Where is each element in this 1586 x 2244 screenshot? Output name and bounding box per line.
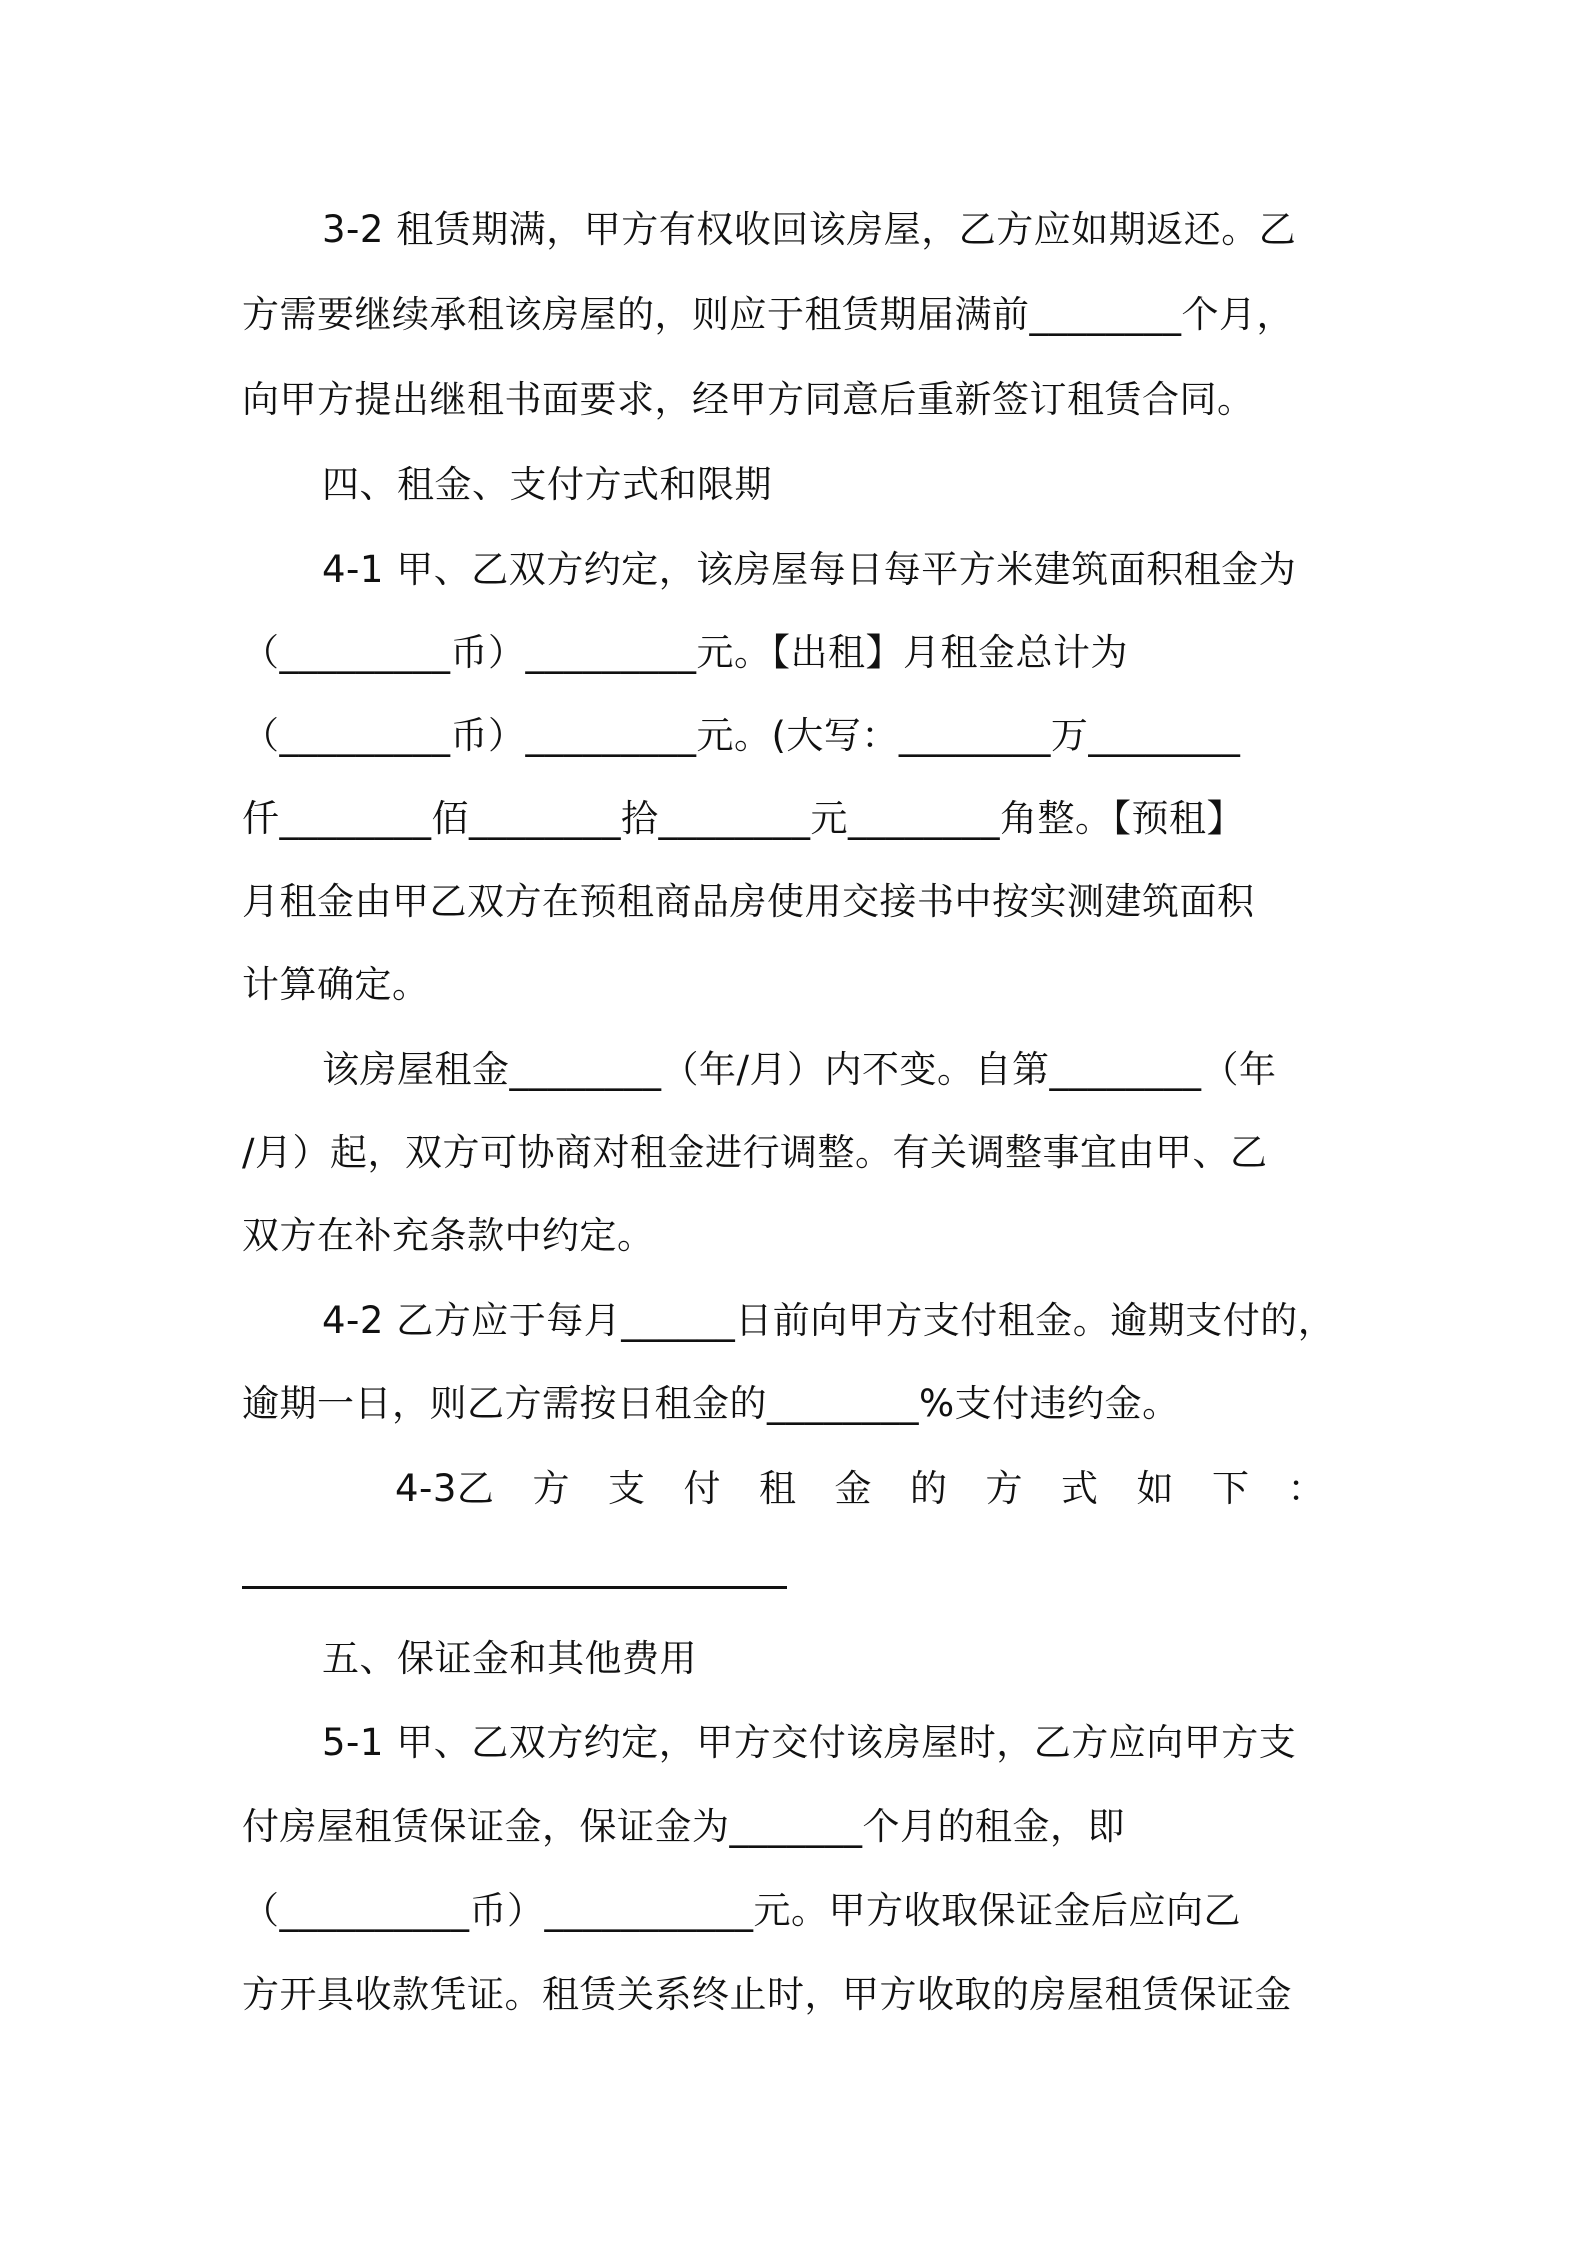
clause-4-1-line-6: 计算确定。 [242, 963, 430, 1006]
clause-4-3-char: 的 [909, 1467, 948, 1510]
clause-4-1-line-1: 4-1 甲、乙双方约定，该房屋每日每平方米建筑面积租金为 [322, 548, 1297, 591]
clause-5-1-line-2: 付房屋租赁保证金，保证金为_______个月的租金，即 [242, 1805, 1125, 1848]
clause-4-3-char: 租 [758, 1467, 797, 1510]
rent-adjust-line-1: 该房屋租金________（年/月）内不变。自第________（年 [322, 1048, 1277, 1091]
clause-5-1-line-4: 方开具收款凭证。租赁关系终止时，甲方收取的房屋租赁保证金 [242, 1973, 1292, 2016]
rent-adjust-line-3: 双方在补充条款中约定。 [242, 1214, 655, 1257]
clause-4-1-line-2 [242, 623, 1362, 683]
clause-4-3-char: 方 [985, 1467, 1023, 1510]
clause-4-1-line-3: （_________币）_________元。(大写：________万________ [242, 714, 1241, 757]
clause-3-2-line-2: 方需要继续承租该房屋的，则应于租赁期届满前________个月， [242, 293, 1294, 336]
clause-4-1-line-4: 仟________佰________拾________元________角整。【预租】 [242, 797, 1244, 840]
clause-4-1-line-5: 月租金由甲乙双方在预租商品房使用交接书中按实测建筑面积 [242, 880, 1255, 923]
blank-answer-line [242, 1586, 787, 1589]
clause-4-3-char: 下 [1211, 1467, 1250, 1510]
clause-4-3-char: 金 [834, 1467, 872, 1510]
clause-4-3-char: 付 [683, 1467, 721, 1510]
clause-4-2-line-1: 4-2 乙方应于每月______日前向甲方支付租金。逾期支付的， [322, 1299, 1336, 1342]
clause-4-3-char: 4-3乙 [395, 1467, 495, 1510]
clause-3-2-line-3: 向甲方提出继租书面要求，经甲方同意后重新签订租赁合同。 [242, 378, 1255, 421]
clause-4-3-char: 式 [1060, 1467, 1099, 1510]
clause-4-3-char: ： [1287, 1467, 1325, 1510]
clause-4-1-line-2-text: （_________币）_________元。【出租】月租金总计为 [242, 631, 1128, 674]
clause-3-2-line-1: 3-2 租赁期满，甲方有权收回该房屋，乙方应如期返还。乙 [322, 208, 1297, 251]
clause-5-1-line-1: 5-1 甲、乙双方约定，甲方交付该房屋时，乙方应向甲方支 [322, 1721, 1297, 1764]
clause-4-3-char: 方 [532, 1467, 570, 1510]
section-5-heading: 五、保证金和其他费用 [322, 1637, 697, 1680]
clause-4-3-line [395, 1459, 1325, 1519]
section-4-heading: 四、租金、支付方式和限期 [322, 463, 772, 506]
clause-4-3-char: 如 [1136, 1467, 1174, 1510]
rent-adjust-line-2: /月）起，双方可协商对租金进行调整。有关调整事宜由甲、乙 [242, 1131, 1268, 1174]
clause-4-3-char: 支 [607, 1467, 646, 1510]
clause-4-2-line-2: 逾期一日，则乙方需按日租金的________%支付违约金。 [242, 1382, 1180, 1425]
clause-5-1-line-3: （__________币）___________元。甲方收取保证金后应向乙 [242, 1889, 1241, 1932]
